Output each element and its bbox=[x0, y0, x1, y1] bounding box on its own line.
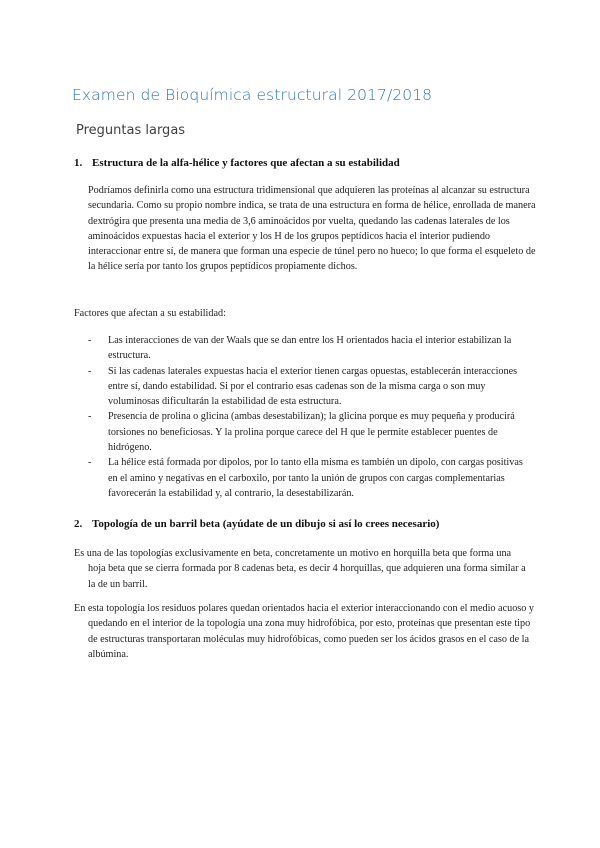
question-1-definition: Podríamos definirla como una estructura tridimensional que adquieren las proteínas al alcanzar su estructura secundaria. Como su propio nombre indica, se trata de una estructura en forma de hélice, enrollada de manera dextrógira que presenta una media de 3,6 aminoácidos por vuelta, quedando las cadenas laterales de los aminoácidos expuestas hacia el exterior y los H de los grupos peptídicos hacia el interior pudiendo interaccionar entre sí, de manera que forman una especie de túnel pero no hueco; lo que forma el esqueleto de la hélice sería por tanto los grupos peptídicos propiamente dichos. bbox=[88, 185, 536, 273]
question-1-number: 1. bbox=[74, 157, 83, 169]
question-2-title: Topología de un barril beta (ayúdate de un dibujo si así lo crees necesario) bbox=[92, 518, 440, 530]
question-2-heading bbox=[74, 518, 439, 530]
list-item: - La hélice está formada por dipolos, por lo tanto ella misma es también un dipolo, con cargas positivas en el amino y negativas en el carboxilo, por tanto la unión de grupos con cargas complementarias favorecerán la estabilidad y, al contrario, la desestabilizarán. bbox=[88, 457, 523, 499]
question-2-number: 2. bbox=[74, 518, 83, 530]
question-1-title: Estructura de la alfa-hélice y factores que afectan a su estabilidad bbox=[92, 157, 400, 169]
bullet-dash: - bbox=[88, 411, 92, 423]
document-title: Examen de Bioquímica estructural 2017/2018 bbox=[72, 86, 433, 104]
section-subtitle: Preguntas largas bbox=[76, 123, 186, 138]
factors-list bbox=[88, 333, 524, 501]
question-1-heading bbox=[74, 157, 400, 169]
list-item: - Las interacciones de van der Waals que se dan entre los H orientados hacia el interior estabilizan la estructura. bbox=[88, 335, 512, 362]
bullet-dash: - bbox=[88, 335, 92, 346]
question-2-paragraph-1: Es una de las topologías exclusivamente en beta, concretamente un motivo en horquilla beta que forma una hoja beta que se cierra formada por 8 cadenas beta, es decir 4 horquillas, que adquieren una forma similar a la de un barril. bbox=[74, 548, 526, 590]
factors-intro: Factores que afectan a su estabilidad: bbox=[74, 308, 226, 319]
bullet-dash: - bbox=[88, 365, 92, 377]
list-item: - Si las cadenas laterales expuestas hacia el exterior tienen cargas opuestas, establecerán interacciones entre sí, dando estabilidad. Si por el contrario esas cadenas son de la misma carga o son muy voluminosas dificultarán la estabilidad de esta estructura. bbox=[88, 365, 518, 408]
bullet-dash: - bbox=[88, 457, 92, 469]
question-2-paragraph-2: En esta topología los residuos polares quedan orientados hacia el exterior interaccionando con el medio acuoso y quedando en el interior de la topología una zona muy hidrofóbica, por esto, proteínas que presentan este tipo de estructuras transportaran moléculas muy hidrofóbicas, como pueden ser los ácidos grasos en el caso de la albúmina. bbox=[74, 603, 534, 660]
list-item: - Presencia de prolina o glicina (ambas desestabilizan); la glicina porque es muy pequeña y producirá torsiones no beneficiosas. Y la prolina porque carece del H que le permite establecer puentes de hidrógeno. bbox=[88, 411, 515, 454]
